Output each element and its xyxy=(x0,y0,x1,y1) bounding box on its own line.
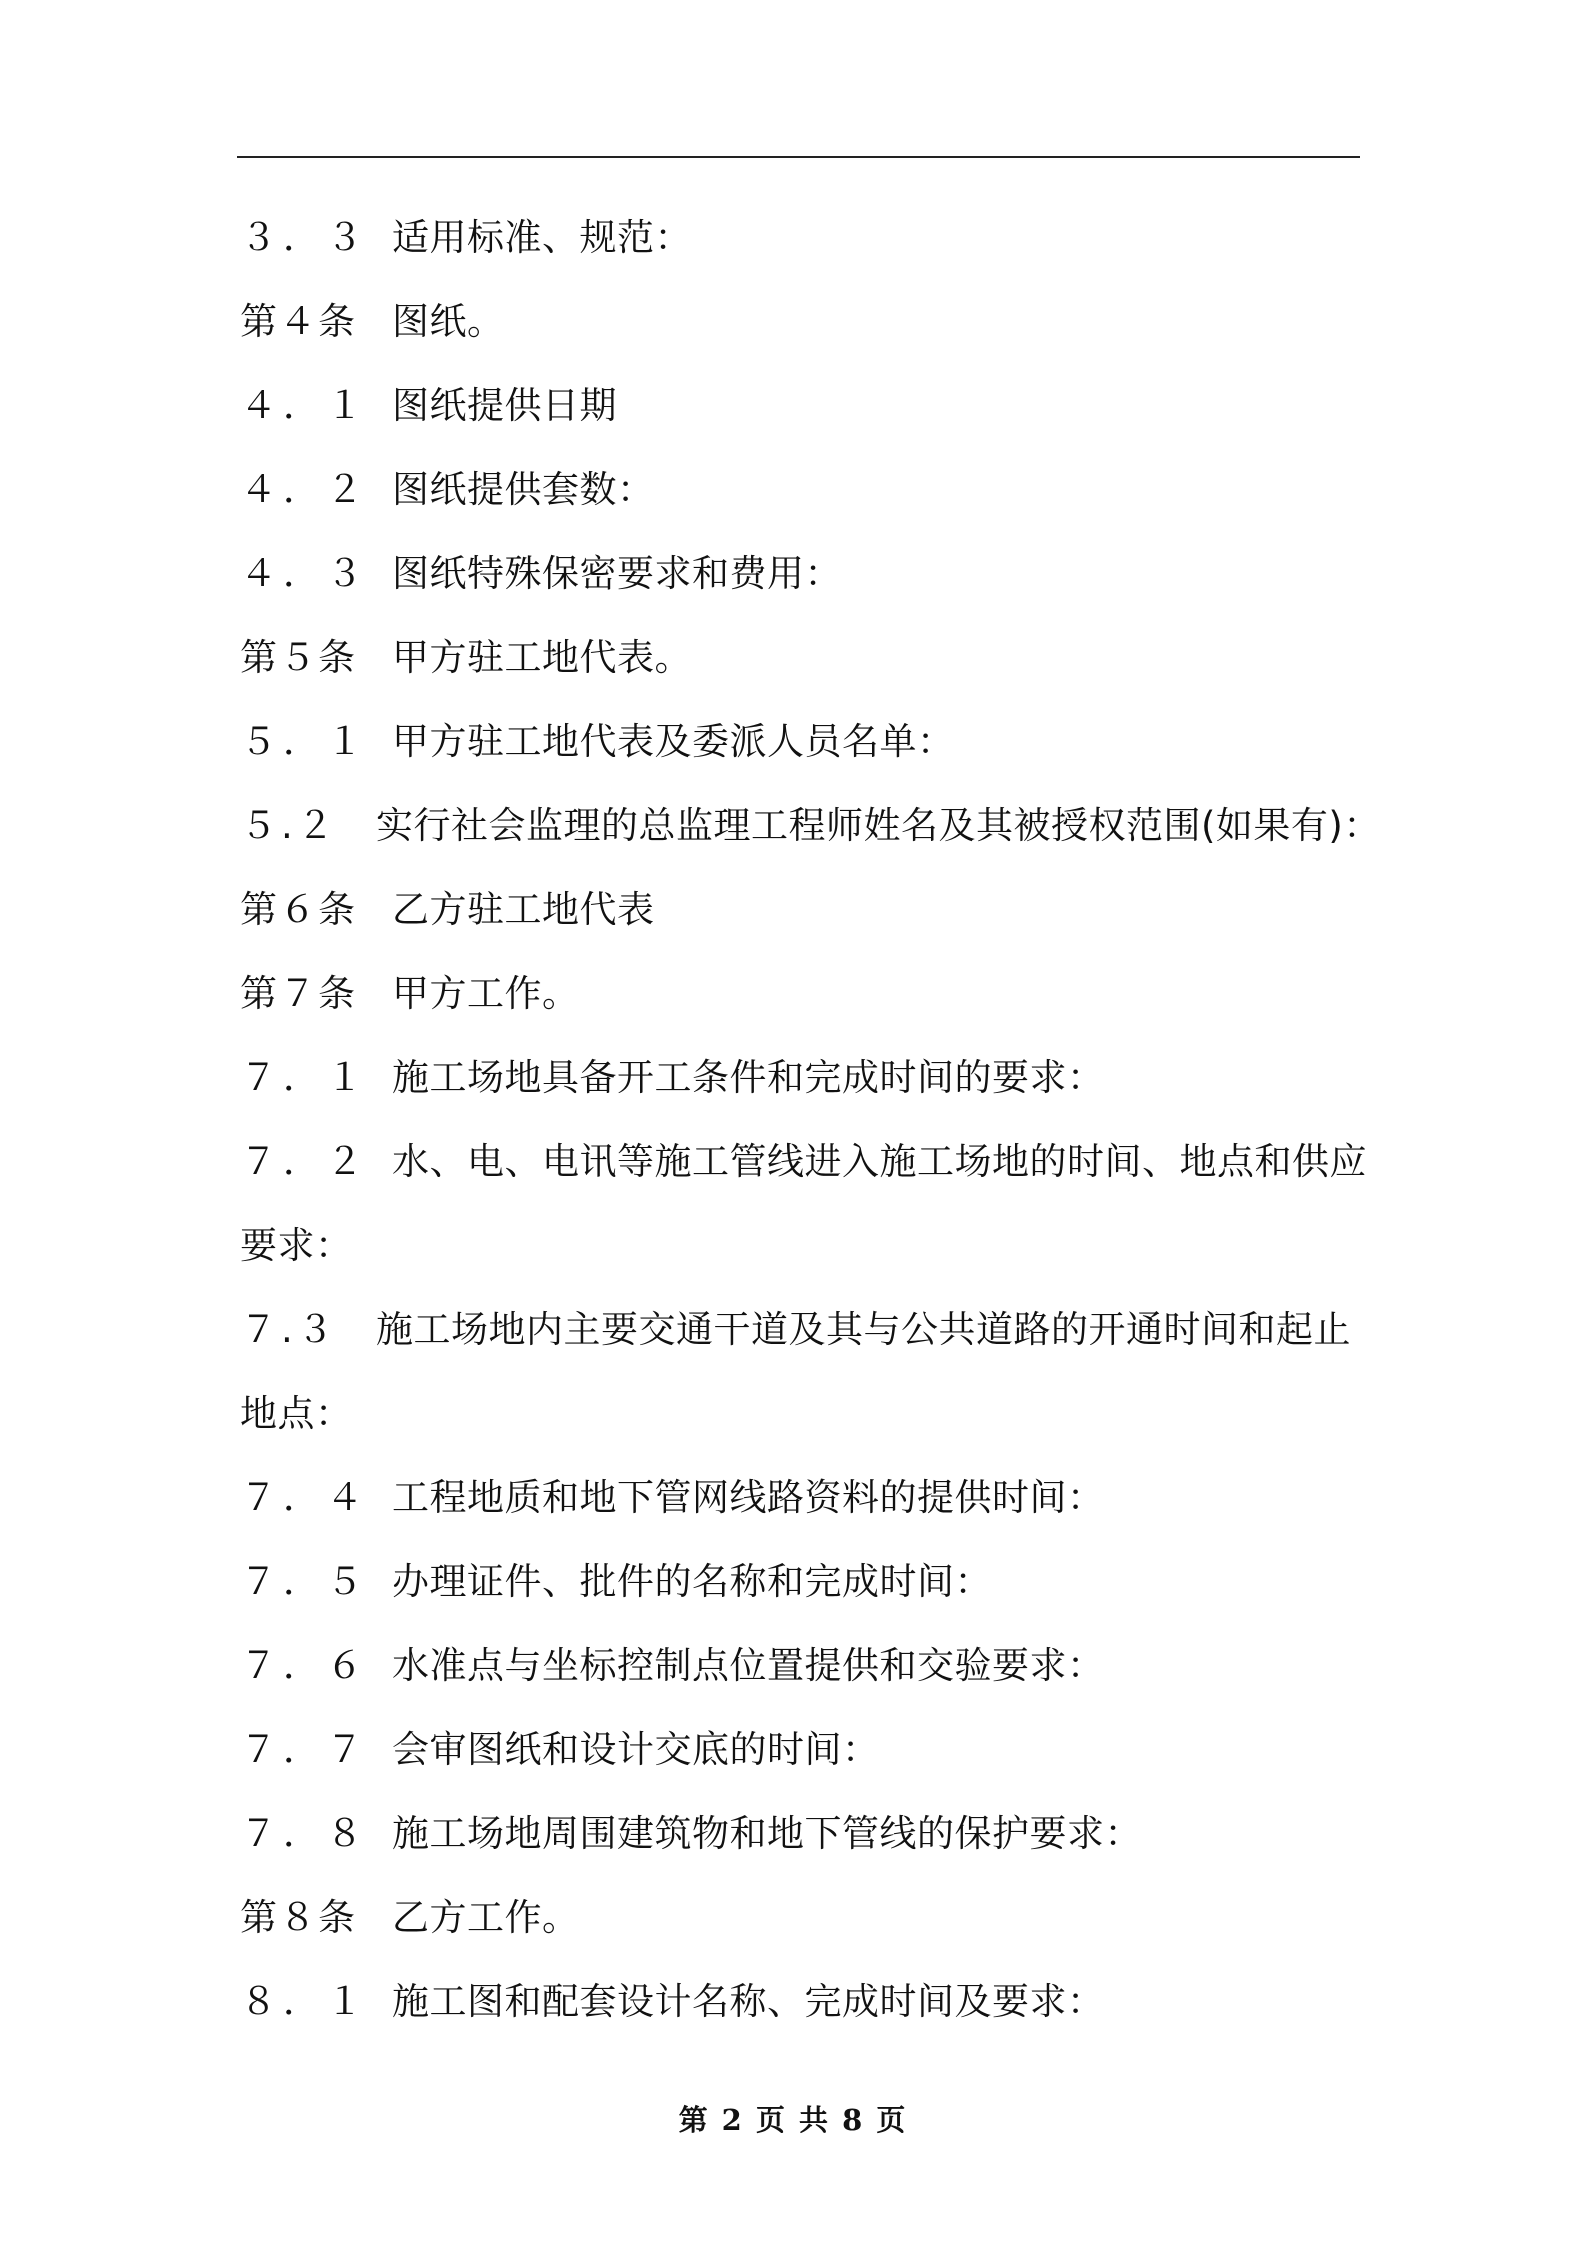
clause-number: ７．２ xyxy=(240,1140,369,1183)
article-5 xyxy=(240,616,1364,700)
article-title: 乙方驻工地代表 xyxy=(392,888,655,931)
article-6 xyxy=(240,868,1364,952)
clause-text: 施工图和配套设计名称、完成时间及要求： xyxy=(392,1980,1105,2023)
clause-7-6 xyxy=(240,1624,1364,1708)
clause-text: 施工场地内主要交通干道及其与公共道路的开通时间和起止 xyxy=(376,1308,1351,1351)
clause-text: 水准点与坐标控制点位置提供和交验要求： xyxy=(392,1644,1105,1687)
clause-text: 图纸提供日期 xyxy=(392,384,617,427)
clause-7-8 xyxy=(240,1792,1364,1876)
clause-number: ７.３ xyxy=(240,1308,338,1351)
clause-number: ４．１ xyxy=(240,384,369,427)
clause-7-5 xyxy=(240,1540,1364,1624)
article-title: 图纸。 xyxy=(392,300,505,343)
article-4 xyxy=(240,280,1364,364)
clause-4-1 xyxy=(240,364,1364,448)
clause-number: ７．５ xyxy=(240,1560,369,1603)
clause-7-2-continued xyxy=(240,1204,1364,1288)
clause-text: 施工场地具备开工条件和完成时间的要求： xyxy=(392,1056,1105,1099)
article-number: 第５条 xyxy=(240,636,357,679)
clause-text: 图纸提供套数： xyxy=(392,468,655,511)
clause-4-3 xyxy=(240,532,1364,616)
article-title: 乙方工作。 xyxy=(392,1896,580,1939)
header-rule xyxy=(237,156,1360,158)
document-body xyxy=(240,196,1381,2044)
clause-text: 办理证件、批件的名称和完成时间： xyxy=(392,1560,992,1603)
clause-number: ５．１ xyxy=(240,720,369,763)
clause-text: 施工场地周围建筑物和地下管线的保护要求： xyxy=(392,1812,1142,1855)
article-number: 第７条 xyxy=(240,972,357,1015)
clause-text: 适用标准、规范： xyxy=(392,216,692,259)
clause-number: ７．４ xyxy=(240,1476,369,1519)
clause-7-7 xyxy=(240,1708,1364,1792)
clause-text: 工程地质和地下管网线路资料的提供时间： xyxy=(392,1476,1105,1519)
clause-5-2 xyxy=(240,784,1381,868)
clause-number: ８．１ xyxy=(240,1980,369,2023)
clause-5-1 xyxy=(240,700,1364,784)
clause-3-3 xyxy=(240,196,1364,280)
clause-text: 图纸特殊保密要求和费用： xyxy=(392,552,842,595)
clause-number: ７．７ xyxy=(240,1728,369,1771)
article-number: 第４条 xyxy=(240,300,357,343)
article-7 xyxy=(240,952,1364,1036)
clause-number: ７．６ xyxy=(240,1644,369,1687)
article-number: 第６条 xyxy=(240,888,357,931)
clause-text-continued: 要求： xyxy=(240,1224,353,1267)
article-number: 第８条 xyxy=(240,1896,357,1939)
clause-8-1 xyxy=(240,1960,1364,2044)
article-title: 甲方工作。 xyxy=(392,972,580,1015)
clause-4-2 xyxy=(240,448,1364,532)
clause-number: ３．３ xyxy=(240,216,369,259)
clause-number: ７．８ xyxy=(240,1812,369,1855)
article-title: 甲方驻工地代表。 xyxy=(392,636,692,679)
clause-text: 水、电、电讯等施工管线进入施工场地的时间、地点和供应 xyxy=(392,1140,1367,1183)
clause-text: 会审图纸和设计交底的时间： xyxy=(392,1728,880,1771)
clause-text: 实行社会监理的总监理工程师姓名及其被授权范围(如果有)： xyxy=(376,804,1381,847)
clause-7-3-continued xyxy=(240,1372,1364,1456)
page-footer: 第 2 页 共 8 页 xyxy=(678,2103,908,2137)
clause-number: ４．２ xyxy=(240,468,369,511)
clause-number: ５.２ xyxy=(240,804,338,847)
article-8 xyxy=(240,1876,1364,1960)
clause-text: 甲方驻工地代表及委派人员名单： xyxy=(392,720,955,763)
clause-7-1 xyxy=(240,1036,1364,1120)
clause-number: ４．３ xyxy=(240,552,369,595)
clause-text-continued: 地点： xyxy=(240,1392,353,1435)
clause-number: ７．１ xyxy=(240,1056,369,1099)
clause-7-4 xyxy=(240,1456,1364,1540)
clause-7-2 xyxy=(240,1120,1367,1204)
clause-7-3 xyxy=(240,1288,1364,1372)
